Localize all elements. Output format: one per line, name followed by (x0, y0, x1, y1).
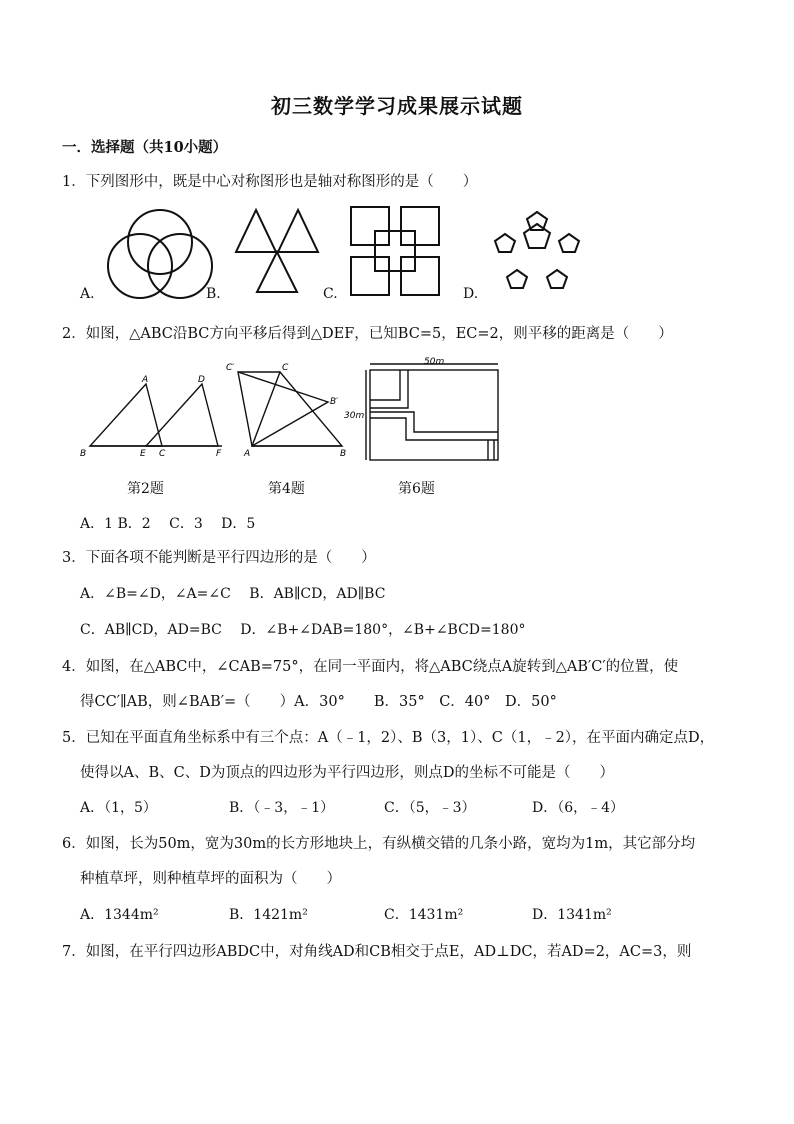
fig4-label-c-prime: C′ (226, 363, 235, 373)
q1-option-c: C. (323, 286, 338, 302)
q1-option-d: D. (463, 286, 479, 302)
q6-figure-lawn-with-paths (344, 357, 504, 466)
q5-option-b: B．（﹣3，﹣1） (229, 800, 335, 816)
q1-option-b: B. (206, 286, 221, 302)
fig4-label-b: B (340, 449, 347, 459)
fig2-label-b: B (80, 449, 87, 459)
question-5-line-1: 5．已知在平面直角坐标系中有三个点：A（﹣1，2）、B（3，1）、C（1，﹣2），在平面内确定点D， (62, 730, 715, 746)
question-7-line-1: 7．如图，在平行四边形ABDC中，对角线AD和CB相交于点E，AD⊥DC，若AD=2，AC=3，则 (62, 944, 692, 960)
q1-option-a: A. (80, 286, 95, 302)
q5-option-d: D．（6，﹣4） (532, 800, 625, 816)
q4-figure-rotated-triangles (224, 362, 354, 462)
section-heading: 一．选择题（共10小题） (62, 139, 228, 156)
fig6-label-height: 30m (344, 411, 365, 421)
question-4-line-1: 4．如图，在△ABC中，∠CAB=75°，在同一平面内，将△ABC绕点A旋转到△AB′C′的位置，使 (62, 659, 679, 675)
question-1-stem: 1．下列图形中，既是中心对称图形也是轴对称图形的是（ ） (62, 174, 478, 190)
question-2-stem: 2．如图，△ABC沿BC方向平移后得到△DEF，已知BC=5，EC=2，则平移的距离是（ ） (62, 326, 673, 342)
q3-options-line-2: C．AB∥CD，AD=BC D．∠B+∠DAB=180°，∠B+∠BCD=180° (80, 622, 526, 638)
q3-options-line-1: A．∠B=∠D，∠A=∠C B．AB∥CD，AD∥BC (80, 586, 386, 602)
fig6-label-width: 50m (424, 357, 445, 367)
q6-option-a: A．1344m² (80, 907, 159, 923)
fig2-label-e: E (140, 449, 146, 459)
caption-q2: 第2题 (127, 481, 164, 497)
q1-figure-c-interlocked-squares (347, 203, 443, 299)
q2-options: A．1 B．2 C．3 D．5 (80, 516, 256, 532)
question-6-line-1: 6．如图，长为50m，宽为30m的长方形地块上，有纵横交错的几条小路，宽均为1m，其它部分均 (62, 836, 696, 852)
q6-option-b: B．1421m² (229, 907, 308, 923)
question-6-line-2: 种植草坪，则种植草坪的面积为（ ） (80, 871, 341, 887)
q5-option-c: C．（5，﹣3） (384, 800, 476, 816)
fig2-label-f: F (216, 449, 222, 459)
question-3-stem: 3．下面各项不能判断是平行四边形的是（ ） (62, 550, 376, 566)
page-title: 初三数学学习成果展示试题 (271, 94, 523, 118)
fig4-label-b-prime: B′ (330, 397, 339, 407)
question-4-line-2: 得CC′∥AB，则∠BAB′=（ ）A．30° B．35° C．40° D．50° (80, 694, 557, 710)
q1-figure-a-three-circles (104, 204, 214, 300)
q2-figure-translated-triangles (80, 372, 230, 462)
fig2-label-d: D (198, 375, 205, 385)
fig4-label-a: A (244, 449, 251, 459)
caption-q4: 第4题 (268, 481, 305, 497)
fig4-label-c: C (282, 363, 289, 373)
fig2-label-c: C (159, 449, 166, 459)
q6-option-d: D．1341m² (532, 907, 612, 923)
fig2-label-a: A (142, 375, 149, 385)
q6-option-c: C．1431m² (384, 907, 464, 923)
q5-option-a: A．（1，5） (80, 800, 157, 816)
question-5-line-2: 使得以A、B、C、D为顶点的四边形为平行四边形，则点D的坐标不可能是（ ） (80, 765, 614, 781)
caption-q6: 第6题 (398, 481, 435, 497)
q1-figure-d-pentagon-ring (487, 208, 587, 304)
q1-figure-b-three-triangles (232, 206, 322, 296)
